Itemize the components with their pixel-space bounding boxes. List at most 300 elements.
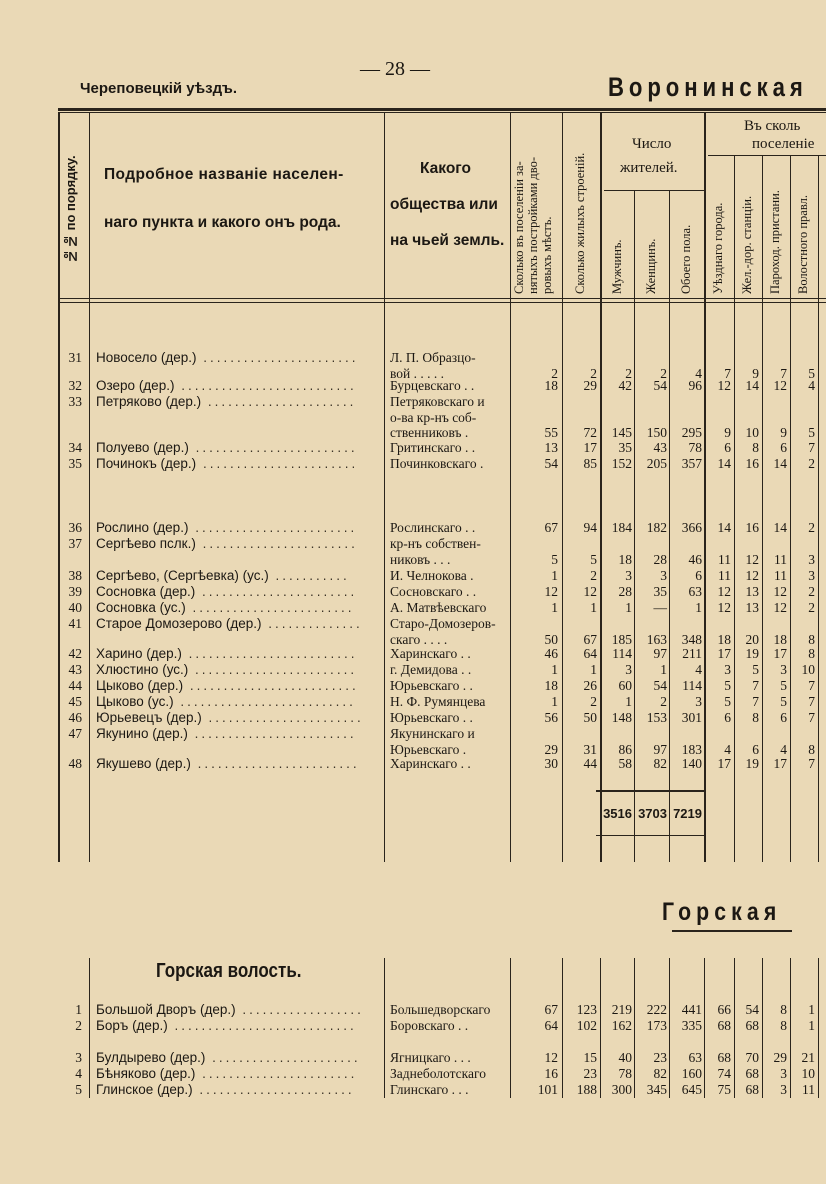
row-number: 38 [68,568,82,583]
row-number: 39 [68,584,82,599]
table-top-rule-thin [58,112,826,113]
cell-d3: 17 [773,646,787,661]
cell-d4: 7 [808,710,815,725]
cell-d3: 12 [773,584,787,599]
row-number: 32 [68,378,82,393]
cell-f: 345 [646,1082,667,1097]
cell-bld: 12 [583,584,597,599]
cell-d2: 8 [752,440,759,455]
header-buildings: Сколько жилыхъ строеній. [573,152,587,294]
leader-dots: ....................... [192,1082,355,1097]
col-line [634,190,635,862]
cell-t: 3 [695,694,702,709]
header-men: Мужчинъ. [610,239,624,294]
society-name: Петряковскаго и [390,394,485,409]
header-uezd-town: Уѣзднаго города. [711,202,725,294]
leader-dots: ........................ [190,756,360,771]
cell-d1: 68 [717,1018,731,1033]
header-households-l2: нятыхъ постройками дво- [526,156,540,294]
row-number: 33 [68,394,82,409]
leader-dots: ........................ [187,726,357,741]
cell-t: 63 [688,584,702,599]
cell-d1: 14 [717,520,731,535]
cell-f: 3 [660,568,667,583]
cell-f: 2 [660,365,667,381]
cell-d4: 2 [808,456,815,471]
cell-d2: 19 [745,756,759,771]
society-name: Юрьевскаго . . [390,710,473,725]
cell-m: 185 [611,631,632,647]
place-name [96,536,378,551]
row-number: 4 [75,1066,82,1081]
total-women: 3703 [638,806,667,821]
cell-d2: 70 [745,1050,759,1065]
cell-m: 145 [611,425,632,441]
cell-hh: 67 [544,520,558,535]
place-name [96,694,378,709]
cell-f: 54 [653,378,667,393]
col-line [384,112,385,862]
cell-hh: 64 [544,1018,558,1033]
cell-d1: 9 [724,425,731,441]
header-row-number: №№ по порядку. [63,155,78,265]
cell-d2: 7 [752,678,759,693]
place-name [96,1018,378,1033]
cell-bld: 64 [583,646,597,661]
cell-bld: 29 [583,378,597,393]
society-name: Юрьевскаго . . [390,678,473,693]
cell-t: 114 [682,678,702,693]
society-name: Ягницкаго . . . [390,1050,471,1065]
col-line [818,155,819,862]
cell-m: 3 [625,568,632,583]
cell-f: 150 [646,425,667,441]
cell-hh: 2 [551,365,558,381]
cell-t: 348 [681,631,702,647]
cell-m: 40 [618,1050,632,1065]
cell-bld: 23 [583,1066,597,1081]
header-rail-station: Жел.-дор. станціи. [740,195,754,294]
leader-dots: ........................ [188,440,358,455]
cell-f: 82 [653,1066,667,1081]
col-line [384,958,385,1098]
cell-f: — [653,600,667,615]
header-society-l2: общества или [390,196,498,213]
cell-d2: 9 [752,365,759,381]
row-number: 3 [75,1050,82,1065]
society-name: Харинскаго . . [390,756,471,771]
leader-dots: ....................... [201,710,364,725]
cell-t: 140 [681,756,702,771]
cell-m: 18 [618,551,632,567]
col-line [634,958,635,1098]
cell-bld: 72 [583,425,597,441]
cell-d4: 4 [808,378,815,393]
cell-bld: 5 [590,551,597,567]
place-name [96,710,378,725]
cell-bld: 50 [583,710,597,725]
cell-hh: 12 [544,1050,558,1065]
place-name-text: Якунино (дер.) [96,726,188,741]
place-name-text: Сосновка (дер.) [96,584,196,599]
society-name: Юрьевскаго . [390,741,467,757]
cell-d4: 11 [802,1082,815,1097]
cell-d4: 1 [808,1002,815,1017]
residents-subrule [604,190,704,191]
col-line [89,958,90,1098]
place-name-text: Петряково (дер.) [96,394,202,409]
total-both: 7219 [673,806,702,821]
cell-t: 645 [681,1082,702,1097]
place-name-text: Боръ (дер.) [96,1018,168,1033]
cell-hh: 56 [544,710,558,725]
cell-m: 114 [612,646,632,661]
place-name-text: Озеро (дер.) [96,378,175,393]
cell-f: 54 [653,678,667,693]
cell-d3: 3 [780,1082,787,1097]
cell-t: 4 [695,662,702,677]
cell-d3: 9 [780,425,787,441]
cell-d3: 8 [780,1018,787,1033]
cell-bld: 188 [576,1082,597,1097]
place-name-text: Юрьевецъ (дер.) [96,710,202,725]
place-name [96,440,378,455]
place-name [96,616,378,631]
cell-t: 183 [681,741,702,757]
cell-f: 163 [646,631,667,647]
place-name-text: Бѣняково (дер.) [96,1066,196,1081]
leader-dots: ....................... [196,350,359,365]
cell-d4: 7 [808,694,815,709]
cell-d2: 12 [745,568,759,583]
society-name: Якунинскаго и [390,726,475,741]
cell-d1: 6 [724,440,731,455]
cell-d2: 6 [752,741,759,757]
place-name [96,568,378,583]
cell-d4: 5 [808,425,815,441]
cell-m: 184 [611,520,632,535]
cell-hh: 46 [544,646,558,661]
cell-d1: 4 [724,741,731,757]
place-name-text: Якушево (дер.) [96,756,191,771]
cell-d2: 68 [745,1018,759,1033]
cell-d3: 11 [774,551,787,567]
cell-d1: 68 [717,1050,731,1065]
cell-d1: 74 [717,1066,731,1081]
header-society-l3: на чьей земль. [390,232,505,249]
place-name [96,350,378,365]
cell-hh: 5 [551,551,558,567]
cell-d3: 3 [780,662,787,677]
cell-d4: 10 [801,1066,815,1081]
cell-d4: 8 [808,646,815,661]
place-name [96,1066,378,1081]
cell-m: 219 [611,1002,632,1017]
row-number: 31 [68,350,82,365]
cell-bld: 15 [583,1050,597,1065]
row-number: 44 [68,678,82,693]
totals-rule [596,790,704,792]
leader-dots: .............. [261,616,363,631]
col-line [58,112,60,862]
cell-d2: 13 [745,600,759,615]
place-name [96,1082,378,1097]
cell-hh: 30 [544,756,558,771]
cell-d2: 8 [752,710,759,725]
cell-d3: 17 [773,756,787,771]
place-name [96,520,378,535]
table-top-rule [58,108,826,111]
cell-d1: 75 [717,1082,731,1097]
header-households-l3: ровыхъ мѣстъ. [540,216,554,294]
cell-d1: 66 [717,1002,731,1017]
place-name [96,756,378,771]
place-name [96,584,378,599]
cell-d3: 11 [774,568,787,583]
cell-d2: 12 [745,551,759,567]
cell-d4: 3 [808,551,815,567]
cell-bld: 85 [583,456,597,471]
place-name-text: Хлюстино (ус.) [96,662,189,677]
cell-f: 97 [653,646,667,661]
cell-d4: 2 [808,520,815,535]
cell-d2: 68 [745,1082,759,1097]
cell-bld: 67 [583,631,597,647]
header-pier: Пароход. пристани. [768,190,782,294]
col-line [510,958,511,1098]
col-line [818,958,819,1098]
cell-d3: 4 [780,741,787,757]
cell-f: 182 [646,520,667,535]
cell-f: 173 [646,1018,667,1033]
cell-d3: 5 [780,694,787,709]
leader-dots: ........................ [185,600,355,615]
cell-hh: 50 [544,631,558,647]
cell-hh: 18 [544,678,558,693]
district-title: Череповецкій уѣздъ. [80,80,238,97]
cell-d4: 8 [808,741,815,757]
place-name-text: Новосело (дер.) [96,350,197,365]
row-number: 48 [68,756,82,771]
cell-d3: 3 [780,1066,787,1081]
cell-d3: 14 [773,456,787,471]
col-line [669,958,670,1098]
cell-hh: 101 [537,1082,558,1097]
cell-bld: 26 [583,678,597,693]
cell-m: 60 [618,678,632,693]
cell-f: 23 [653,1050,667,1065]
cell-t: 1 [695,600,702,615]
place-name [96,600,378,615]
place-name-text: Сергѣево, (Сергѣевка) (ус.) [96,568,269,583]
row-number: 46 [68,710,82,725]
cell-t: 6 [695,568,702,583]
cell-bld: 31 [583,741,597,757]
cell-t: 4 [695,365,702,381]
cell-m: 162 [611,1018,632,1033]
volost-title-bottom: Горская [662,898,782,926]
leader-dots: ....................... [195,584,358,599]
society-name: ственниковъ . [390,425,469,441]
row-number: 5 [75,1082,82,1097]
place-name-text: Сергѣево пслк.) [96,536,196,551]
cell-m: 35 [618,440,632,455]
cell-d3: 7 [780,365,787,381]
cell-d3: 6 [780,710,787,725]
volost-title-underline [672,930,792,932]
row-number: 34 [68,440,82,455]
cell-m: 1 [625,600,632,615]
col-line [669,190,670,862]
cell-hh: 29 [544,741,558,757]
cell-f: 153 [646,710,667,725]
row-number: 2 [75,1018,82,1033]
cell-t: 366 [681,520,702,535]
society-name: кр-нъ собствен- [390,536,481,551]
cell-d4: 7 [808,678,815,693]
cell-bld: 123 [576,1002,597,1017]
place-name-text: Полуево (дер.) [96,440,189,455]
header-society-l1: Какого [420,160,472,177]
cell-d2: 19 [745,646,759,661]
header-volost-board: Волостного правл. [796,195,810,294]
leader-dots: ....................... [196,456,359,471]
cell-t: 96 [688,378,702,393]
leader-dots: .................. [235,1002,364,1017]
cell-m: 300 [611,1082,632,1097]
cell-d3: 8 [780,1002,787,1017]
cell-hh: 1 [551,568,558,583]
place-name-text: Цыково (ус.) [96,694,174,709]
cell-d2: 10 [745,425,759,441]
cell-m: 42 [618,378,632,393]
cell-hh: 18 [544,378,558,393]
header-place-name-l2: наго пункта и какого онъ рода. [104,214,341,231]
cell-bld: 2 [590,568,597,583]
society-name: Л. П. Образцо- [390,350,476,365]
place-name-text: Старое Домозерово (дер.) [96,616,262,631]
volost-title-top: Воронинская [608,72,808,102]
society-name: Рослинскаго . . [390,520,476,535]
row-number: 37 [68,536,82,551]
cell-d2: 14 [745,378,759,393]
place-name [96,394,378,409]
cell-t: 160 [681,1066,702,1081]
place-name [96,646,378,661]
cell-d2: 54 [745,1002,759,1017]
cell-d3: 12 [773,600,787,615]
row-number: 1 [75,1002,82,1017]
leader-dots: ...................... [205,1050,361,1065]
cell-bld: 2 [590,694,597,709]
cell-hh: 12 [544,584,558,599]
cell-t: 46 [688,551,702,567]
row-number: 36 [68,520,82,535]
cell-f: 222 [646,1002,667,1017]
society-name: Починковскаго . [390,456,484,471]
cell-bld: 2 [590,365,597,381]
leader-dots: ......................... [181,646,358,661]
cell-t: 441 [681,1002,702,1017]
cell-d1: 12 [717,584,731,599]
leader-dots: ......................... [183,678,359,693]
place-name-text: Цыково (дер.) [96,678,184,693]
place-name [96,378,378,393]
society-name: никовъ . . . [390,551,451,567]
cell-d1: 3 [724,662,731,677]
row-number: 42 [68,646,82,661]
cell-d1: 14 [717,456,731,471]
society-name: Гритинскаго . . [390,440,476,455]
place-name-text: Глинское (дер.) [96,1082,193,1097]
cell-m: 2 [625,365,632,381]
society-name: о-ва кр-нъ соб- [390,409,477,425]
cell-d4: 5 [808,365,815,381]
cell-t: 335 [681,1018,702,1033]
society-name: Заднеболотскаго [390,1066,486,1081]
cell-t: 63 [688,1050,702,1065]
totals-rule-bottom [596,835,704,836]
row-number: 43 [68,662,82,677]
cell-bld: 44 [583,756,597,771]
cell-hh: 13 [544,440,558,455]
cell-f: 2 [660,694,667,709]
row-number: 40 [68,600,82,615]
place-name-text: Булдырево (дер.) [96,1050,206,1065]
cell-f: 205 [646,456,667,471]
header-residents-l2: жителей. [620,160,678,176]
cell-hh: 1 [551,662,558,677]
place-name [96,1050,378,1065]
cell-m: 86 [618,741,632,757]
leader-dots: ........................ [188,662,358,677]
society-name: И. Челнокова . [390,568,474,583]
cell-d1: 5 [724,694,731,709]
leader-dots: ....................... [195,1066,358,1081]
society-name: скаго . . . . [390,631,448,647]
cell-bld: 1 [590,600,597,615]
cell-t: 78 [688,440,702,455]
cell-d4: 1 [808,1018,815,1033]
distance-subrule [708,155,826,156]
leader-dots: ........... [268,568,350,583]
cell-hh: 1 [551,694,558,709]
col-line [562,958,563,1098]
place-name [96,1002,378,1017]
col-line [562,112,563,862]
cell-m: 148 [611,710,632,725]
place-name-text: Починокъ (дер.) [96,456,197,471]
cell-d4: 7 [808,440,815,455]
cell-d1: 12 [717,600,731,615]
cell-d2: 16 [745,456,759,471]
cell-t: 301 [681,710,702,725]
society-name: Бурцевскаго . . [390,378,475,393]
cell-m: 78 [618,1066,632,1081]
cell-bld: 1 [590,662,597,677]
leader-dots: ........................ [188,520,358,535]
place-name [96,726,378,741]
cell-d4: 3 [808,568,815,583]
cell-m: 152 [611,456,632,471]
cell-d3: 14 [773,520,787,535]
society-name: г. Демидова . . [390,662,472,677]
cell-bld: 102 [576,1018,597,1033]
society-name: вой . . . . . [390,365,445,381]
header-residents-l1: Число [632,136,672,152]
row-number: 41 [68,616,82,631]
cell-d3: 12 [773,378,787,393]
